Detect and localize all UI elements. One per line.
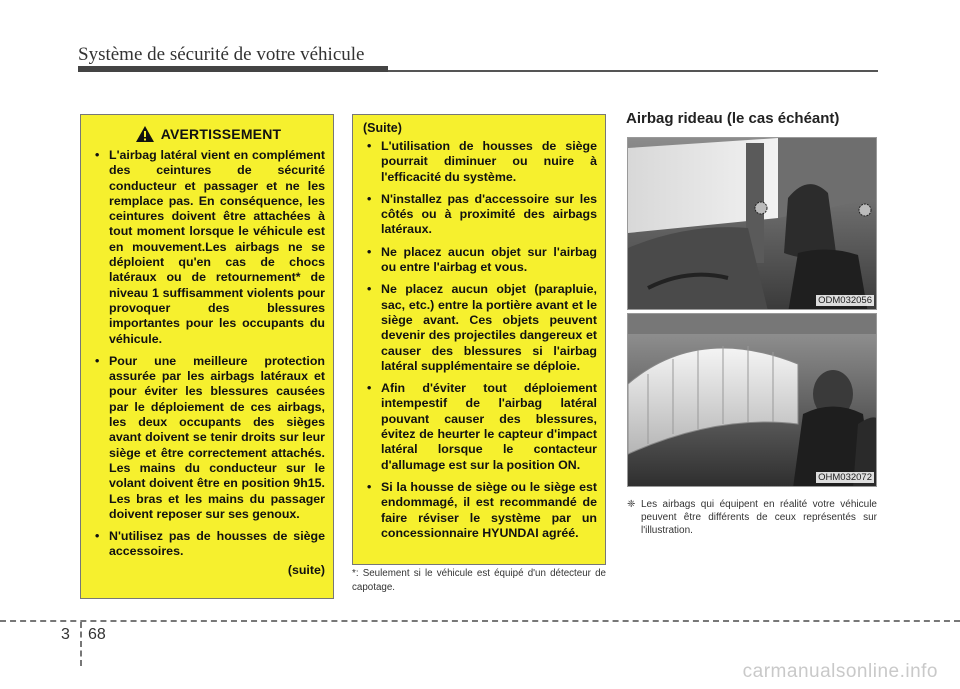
continuation-list	[363, 139, 597, 541]
watermark: carmanualsonline.info	[742, 661, 938, 682]
interior-photo-sensor	[627, 137, 877, 310]
footer-vertical-divider	[80, 622, 82, 666]
continuation-item: • Ne placez aucun objet sur l'airbag ou entre l'airbag et vous.	[363, 245, 597, 276]
curtain-airbag-illustration	[628, 314, 877, 487]
interior-photo-curtain-airbag	[627, 313, 877, 487]
warning-item: • L'airbag latéral vient en complément des ceintures de sécurité conducteur et passager et ne les remplace pas. En conséquence, les ceintures doivent être attachées à tout moment lorsque le véhicule est en mouvement.Les airbags ne se déploient qu'en cas de chocs latéraux ou de retournement* de niveau 1 suffisamment violents pour provoquer des blessures importantes pour les occupants du véhicule.	[91, 148, 325, 347]
note-text: Les airbags qui équipent en réalité votre véhicule peuvent être différents de ceux représentés sur l'illustration.	[641, 499, 877, 536]
continuation-item: • Afin d'éviter tout déploiement intempestif de l'airbag latéral pouvant causer des blessures, évitez de heurter le capteur d'impact latéral lorsque le contacteur d'allumage est sur la position ON.	[363, 381, 597, 473]
continuation-box	[352, 114, 606, 565]
warning-triangle-icon	[135, 125, 155, 143]
warning-item: • N'utilisez pas de housses de siège accessoires.	[91, 529, 325, 560]
chapter-number: 3	[61, 626, 70, 643]
section-heading: Airbag rideau (le cas échéant)	[626, 110, 840, 127]
continuation-heading: (Suite)	[363, 121, 402, 135]
footer-divider	[0, 620, 960, 622]
continued-label: (suite)	[287, 562, 325, 577]
warning-box	[80, 114, 334, 599]
continuation-item: • L'utilisation de housses de siège pourrait diminuer ou nuire à l'efficacité du système.	[363, 139, 597, 185]
warning-list	[91, 148, 325, 560]
warning-item: • Pour une meilleure protection assurée par les airbags latéraux et pour éviter les blessures causées par le déploiement de ces airbags, les deux occupants des sièges avant doivent se tenir droits sur leur siège et être correctement attachés. Les mains du conducteur sur le volant doivent être en position 9h15. Les bras et les mains du passager doivent reposer sur ses genoux.	[91, 354, 325, 522]
continuation-item: • Si la housse de siège ou le siège est endommagé, il est recommandé de faire réviser le système par un concessionnaire HYUNDAI agréé.	[363, 480, 597, 541]
continuation-item: • N'installez pas d'accessoire sur les côtés ou à proximité des airbags latéraux.	[363, 192, 597, 238]
header-rule-accent	[78, 66, 388, 72]
image-code: ODM032056	[818, 295, 872, 306]
warning-header	[91, 125, 325, 143]
continuation-item: • Ne placez aucun objet (parapluie, sac, etc.) entre la portière avant et le siège avant. Ces objets peuvent devenir des projectiles dangereux et causer des blessures si l'airbag latéral supplémentaire se déploie.	[363, 282, 597, 374]
note-mark: ❈	[627, 499, 636, 510]
car-interior-illustration	[628, 138, 877, 310]
illustration-note	[627, 498, 877, 537]
page-header-title: Système de sécurité de votre véhicule	[78, 44, 365, 65]
footnote: *: Seulement si le véhicule est équipé d'un détecteur de capotage.	[352, 568, 606, 593]
image-code: OHM032072	[818, 472, 872, 483]
warning-title: AVERTISSEMENT	[160, 126, 282, 142]
page-number: 68	[88, 626, 106, 643]
